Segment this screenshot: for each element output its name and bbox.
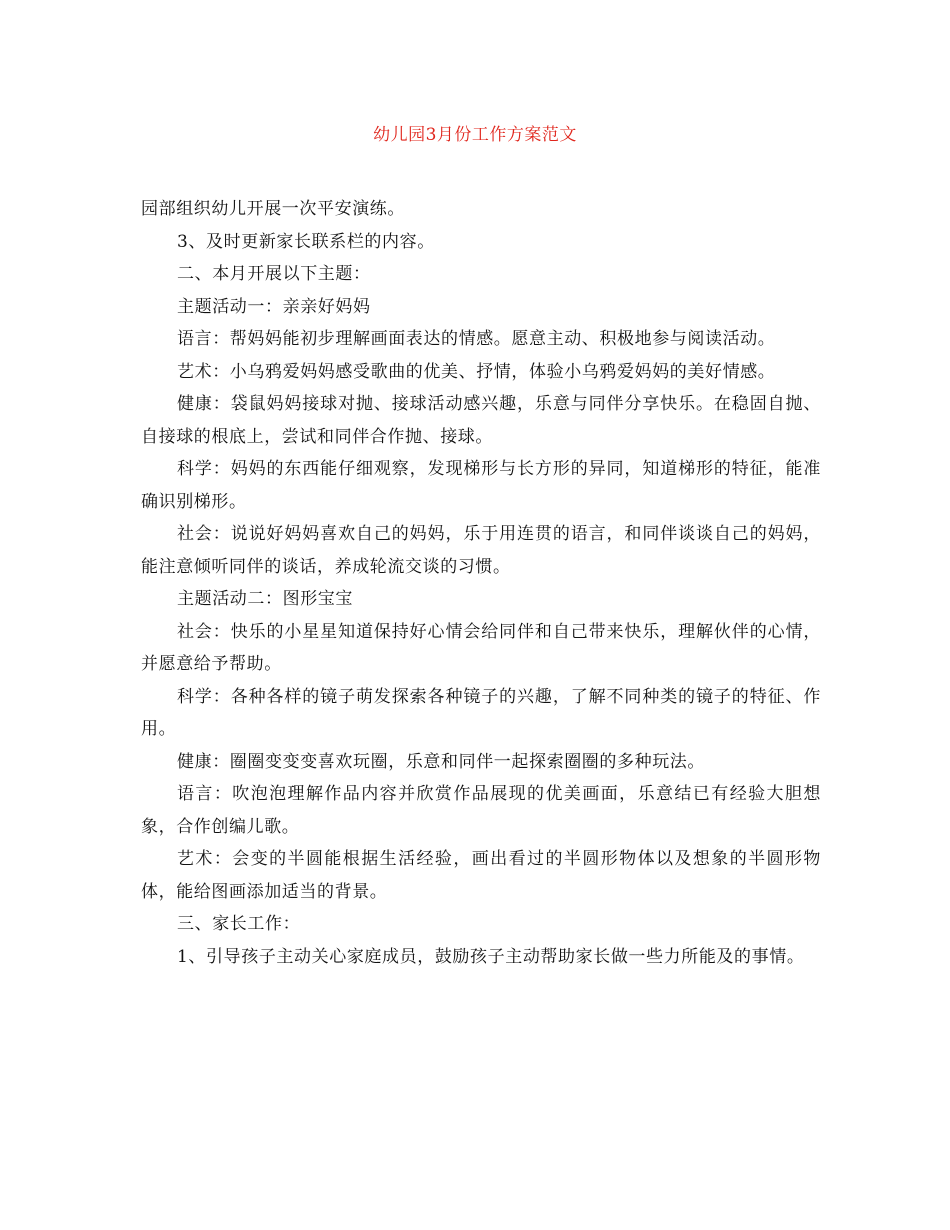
paragraph: 社会：快乐的小星星知道保持好心情会给同伴和自己带来快乐，理解伙伴的心情，并愿意给予帮助。	[141, 621, 821, 674]
paragraph: 健康：袋鼠妈妈接球对抛、接球活动感兴趣，乐意与同伴分享快乐。在稳固自抛、自接球的根底上，尝试和同伴合作抛、接球。	[141, 394, 821, 447]
theme-heading: 主题活动二：图形宝宝	[177, 589, 353, 609]
paragraph: 语言：吹泡泡理解作品内容并欣赏作品展现的优美画面，乐意结已有经验大胆想象，合作创编儿歌。	[141, 784, 821, 837]
paragraph: 3、及时更新家长联系栏的内容。	[177, 231, 435, 252]
paragraph: 1、引导孩子主动关心家庭成员，鼓励孩子主动帮助家长做一些力所能及的事情。	[177, 946, 805, 967]
paragraph: 科学：妈妈的东西能仔细观察，发现梯形与长方形的异同，知道梯形的特征，能准确识别梯形。	[141, 459, 821, 512]
paragraph: 社会：说说好妈妈喜欢自己的妈妈，乐于用连贯的语言，和同伴谈谈自己的妈妈，能注意倾听同伴的谈话，养成轮流交谈的习惯。	[141, 524, 821, 577]
paragraph: 园部组织幼儿开展一次平安演练。	[141, 199, 405, 219]
document-title: 幼儿园3月份工作方案范文	[373, 125, 577, 145]
paragraph: 艺术：小乌鸦爱妈妈感受歌曲的优美、抒情，体验小乌鸦爱妈妈的美好情感。	[177, 361, 776, 382]
document-body	[141, 193, 821, 973]
section-heading: 三、家长工作：	[177, 914, 301, 934]
paragraph: 健康：圈圈变变变喜欢玩圈，乐意和同伴一起探索圈圈的多种玩法。	[177, 751, 705, 772]
paragraph: 语言：帮妈妈能初步理解画面表达的情感。愿意主动、积极地参与阅读活动。	[177, 329, 776, 349]
theme-heading: 主题活动一：亲亲好妈妈	[177, 296, 371, 317]
section-heading: 二、本月开展以下主题：	[177, 264, 371, 284]
paragraph: 科学：各种各样的镜子萌发探索各种镜子的兴趣，了解不同种类的镜子的特征、作用。	[141, 686, 821, 739]
paragraph: 艺术：会变的半圆能根据生活经验，画出看过的半圆形物体以及想象的半圆形物体，能给图画添加适当的背景。	[141, 849, 821, 902]
